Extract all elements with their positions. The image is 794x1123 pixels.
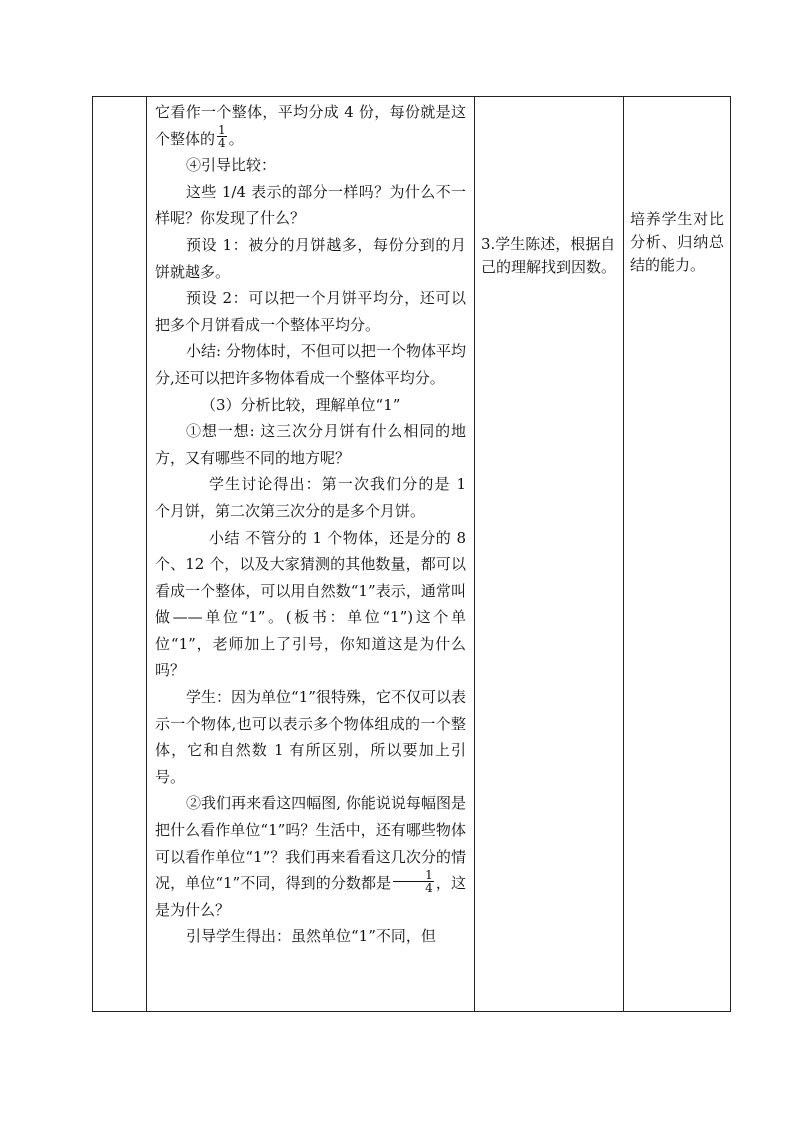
paragraph: 小结: 分物体时，不但可以把一个物体平均分,还可以把许多物体看成一个整体平均分。 bbox=[155, 342, 466, 387]
paragraph bbox=[155, 99, 466, 152]
fraction-denominator: 4 bbox=[218, 136, 226, 151]
paragraph: 预设 2：可以把一个月饼平均分，还可以把多个月饼看成一个整体平均分。 bbox=[155, 289, 466, 334]
lesson-table bbox=[92, 96, 731, 1012]
paragraph: 这些 1/4 表示的部分一样吗？为什么不一样呢？你发现了什么？ bbox=[155, 182, 466, 228]
paragraph-text: ，这是为什么？ bbox=[155, 874, 466, 919]
paragraph: 学生：因为单位“1”很特殊，它不仅可以表示一个物体,也可以表示多个物体组成的一个整体，它和自然数 1 有所区别，所以要加上引号。 bbox=[155, 688, 466, 786]
paragraph: ①想一想: 这三次分月饼有什么相同的地方，又有哪些不同的地方呢？ bbox=[155, 422, 466, 467]
design-intent-text: 培养学生对比分析、归纳总结的能力。 bbox=[630, 210, 724, 274]
paragraph-text: 它看作一个整体，平均分成 4 份，每份就是这个整体的 bbox=[155, 103, 466, 148]
student-activity-cell bbox=[475, 97, 623, 1011]
paragraph: 引导学生得出：虽然单位“1”不同，但 bbox=[186, 927, 436, 946]
paragraph: （3）分析比较，理解单位“1” bbox=[201, 395, 401, 414]
paragraph: 小结 不管分的 1 个物体，还是分的 8 个、12 个，以及大家猜测的其他数量，都可以看成一个整体，可以用自然数“1”表示，通常叫做——单位“1”。(板书：单位“1”)这个单位“1”，老师加上了引号，你知道这是为什么吗？ bbox=[155, 528, 466, 680]
fraction-numerator: 1 bbox=[218, 123, 226, 138]
fraction bbox=[217, 124, 227, 149]
student-activity-text: 3.学生陈述，根据自己的理解找到因数。 bbox=[481, 235, 617, 276]
paragraph: ④引导比较： bbox=[186, 156, 277, 175]
paragraph: 预设 1：被分的月饼越多，每份分到的月饼就越多。 bbox=[155, 235, 466, 281]
paragraph: 学生讨论得出：第一次我们分的是 1 个月饼，第二次第三次分的是多个月饼。 bbox=[155, 475, 466, 520]
paragraph-text: ②我们再来看这四幅图, 你能说说每幅图是把什么看作单位“1”吗？生活中，还有哪些物体可以看作单位“1”？我们再来看看这几次分的情况，单位“1”不同，得到的分数都是 bbox=[155, 794, 466, 893]
teacher-activity-cell bbox=[147, 97, 474, 1011]
design-intent-cell bbox=[624, 97, 730, 1011]
fraction bbox=[393, 869, 434, 894]
fraction-denominator: 4 bbox=[425, 880, 433, 895]
paragraph-text: 。 bbox=[228, 129, 244, 148]
fraction-numerator: 1 bbox=[393, 869, 434, 882]
paragraph bbox=[155, 790, 466, 923]
stage-cell bbox=[93, 97, 146, 1011]
